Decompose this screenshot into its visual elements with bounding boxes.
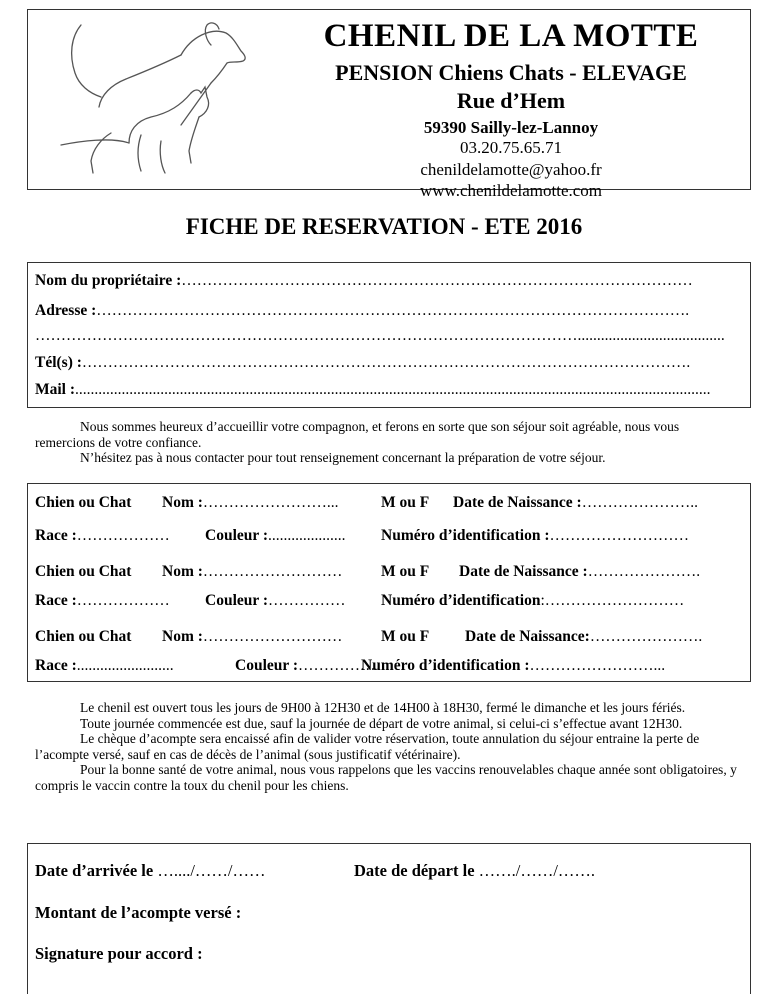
dog-and-cat-outline-icon <box>41 15 251 185</box>
animal-type-label: Chien ou Chat <box>35 494 132 511</box>
animal-1-details-row <box>35 527 689 545</box>
kennel-name: CHENIL DE LA MOTTE <box>323 18 699 54</box>
animal-name-label: Nom : <box>162 628 203 645</box>
header-box <box>27 9 751 200</box>
animal-birth-label: Date de Naissance : <box>453 494 582 511</box>
animal-sex-label: M ou F <box>381 628 430 645</box>
animal-sex-label: M ou F <box>381 494 430 511</box>
animal-color-label: Couleur : <box>205 592 269 609</box>
kennel-email: chenildelamotte@yahoo.fr <box>420 160 602 179</box>
animal-name-label: Nom : <box>162 563 203 580</box>
animal-3-row <box>35 628 703 646</box>
signature-line[interactable] <box>35 944 203 964</box>
departure-date-label: Date de départ le <box>354 861 475 880</box>
animal-type-label: Chien ou Chat <box>35 563 132 580</box>
animal-birth-label: Date de Naissance: <box>465 628 590 645</box>
animal-breed-field[interactable]: ......................... <box>76 657 174 674</box>
animal-name-field[interactable]: ……………………… <box>202 628 343 645</box>
animal-id-label: Numéro d’identification <box>381 592 541 609</box>
animal-birth-field[interactable]: …………………. <box>589 628 703 645</box>
animal-1-row <box>35 494 698 512</box>
animal-breed-label: Race : <box>35 657 77 674</box>
departure-date-field[interactable]: ……./……/……. <box>478 861 596 880</box>
kennel-phone: 03.20.75.65.71 <box>460 138 562 157</box>
intro-text-2: N’hésitez pas à nous contacter pour tout renseignement concernant la préparation de votre séjour. <box>80 450 606 465</box>
owner-name-label: Nom du propriétaire : <box>35 272 182 289</box>
arrival-date-field[interactable]: …..../……/…… <box>157 861 266 880</box>
animal-color-field[interactable]: …………… <box>268 592 346 609</box>
animal-id-field[interactable]: ……………………… <box>549 527 689 544</box>
intro-text-1: Nous sommes heureux d’accueillir votre compagnon, et ferons en sorte que son séjour soit agréable, nous vous remercions de votre confiance. <box>35 419 680 450</box>
animal-birth-label: Date de Naissance : <box>459 563 588 580</box>
owner-name-line[interactable] <box>35 272 693 290</box>
animal-color-field[interactable]: …………… <box>298 657 376 674</box>
animal-sex-label: M ou F <box>381 563 430 580</box>
animal-color-label: Couleur : <box>235 657 299 674</box>
owner-phone-line[interactable] <box>35 354 690 372</box>
animal-name-field[interactable]: ……………………... <box>202 494 339 511</box>
rule-vaccines: Pour la bonne santé de votre animal, nous vous rappelons que les vaccins renouvelables chaque année sont obligatoires, y compris le vaccin contre la toux du chenil pour les chiens. <box>35 762 737 793</box>
animal-breed-field[interactable]: ……………… <box>76 592 170 609</box>
animal-name-label: Nom : <box>162 494 203 511</box>
rule-day-due: Toute journée commencée est due, sauf la journée de départ de votre animal, si celui-ci s’effectue avant 12H30. <box>80 715 683 731</box>
arrival-date-label: Date d’arrivée le <box>35 861 154 880</box>
signature-label: Signature pour accord : <box>35 944 203 963</box>
animal-id-label: Numéro d’identification : <box>361 657 530 674</box>
owner-address-label: Adresse : <box>35 302 97 319</box>
animal-3-details-row <box>35 657 666 675</box>
rules-paragraph <box>35 700 740 793</box>
animal-id-field[interactable]: ……………………... <box>529 657 666 674</box>
kennel-city: 59390 Sailly-lez-Lannoy <box>423 118 599 137</box>
animal-breed-field[interactable]: ……………… <box>76 527 170 544</box>
animal-2-details-row <box>35 592 685 610</box>
owner-address-field-2[interactable]: ……………………………………………………………………………………………...................................... <box>35 327 725 344</box>
kennel-website: www.chenildelamotte.com <box>419 181 603 200</box>
animal-2-row <box>35 563 701 581</box>
owner-name-field[interactable]: ……………………………………………………………………………………… <box>181 272 693 289</box>
departure-date-line[interactable] <box>354 861 595 881</box>
animal-name-field[interactable]: ……………………… <box>202 563 343 580</box>
deposit-amount-label: Montant de l’acompte versé : <box>35 903 242 922</box>
owner-mail-field[interactable]: .................................................................................................................................................................... <box>75 381 711 398</box>
owner-address-line-2[interactable] <box>35 327 725 345</box>
animal-birth-field[interactable]: …………………. <box>587 563 701 580</box>
animal-id-label: Numéro d’identification : <box>381 527 550 544</box>
animal-breed-label: Race : <box>35 527 77 544</box>
owner-mail-line[interactable] <box>35 381 711 399</box>
form-title: FICHE DE RESERVATION - ETE 2016 <box>185 214 583 239</box>
intro-paragraph <box>35 419 740 466</box>
animal-color-label: Couleur : <box>205 527 269 544</box>
deposit-amount-line[interactable] <box>35 903 241 923</box>
animal-id-field[interactable]: :……………………… <box>540 592 685 609</box>
rule-deposit: Le chèque d’acompte sera encaissé afin de valider votre réservation, toute annulation du séjour entraine la perte de l’acompte versé, sauf en cas de décès de l’animal (sous justificatif vétérinaire). <box>35 731 700 762</box>
animal-type-label: Chien ou Chat <box>35 628 132 645</box>
owner-phone-label: Tél(s) : <box>35 354 82 371</box>
animals-box <box>27 483 751 682</box>
rule-hours: Le chenil est ouvert tous les jours de 9H00 à 12H30 et de 14H00 à 18H30, fermé le dimanche et les jours fériés. <box>80 700 686 715</box>
owner-phone-field[interactable]: ………………………………………………………………………………………………………. <box>81 354 691 371</box>
arrival-date-line[interactable] <box>35 861 266 881</box>
animal-color-field[interactable]: .................... <box>268 527 346 544</box>
kennel-services: PENSION Chiens Chats - ELEVAGE <box>335 60 687 85</box>
animal-birth-field[interactable]: ………………….. <box>581 494 698 511</box>
owner-address-line[interactable] <box>35 302 689 320</box>
owner-mail-label: Mail : <box>35 381 76 398</box>
owner-address-field[interactable]: ……………………………………………………………………………………………………. <box>96 302 690 319</box>
animal-breed-label: Race : <box>35 592 77 609</box>
kennel-street: Rue d’Hem <box>456 88 566 113</box>
